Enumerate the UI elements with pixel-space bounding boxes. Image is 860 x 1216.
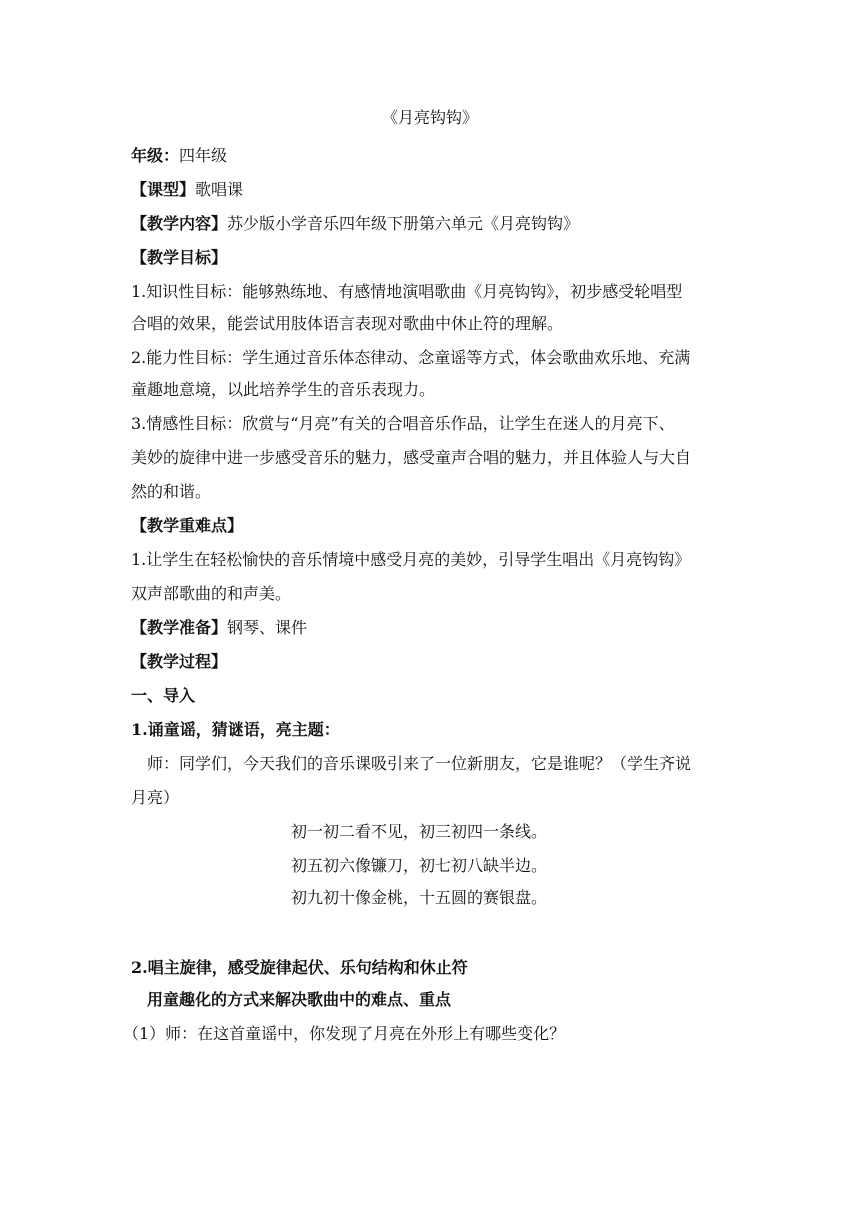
teacher1-line2: 月亮） [131,788,180,807]
step1-heading: 1.诵童谣，猜谜语，亮主题： [131,720,340,739]
key1-line1: 1.让学生在轻松愉快的音乐情境中感受月亮的美妙，引导学生唱出《月亮钩钩》 [131,550,691,569]
key1-line2: 双声部歌曲的和声美。 [131,584,292,603]
lesson-type-label: 【课型】 [131,180,196,199]
goals-heading: 【教学目标】 [131,248,228,267]
content-line [131,214,579,234]
poem-line-2: 初五初六像镰刀，初七初八缺半边。 [291,856,548,875]
question1: （1）师：在这首童谣中，你发现了月亮在外形上有哪些变化？ [123,1024,566,1043]
section1-heading: 一、导入 [131,686,196,705]
prep-value: 钢琴、课件 [227,618,308,637]
goal3-line2: 美妙的旋律中进一步感受音乐的魅力，感受童声合唱的魅力，并且体验人与大自 [131,448,692,467]
grade-label: 年级： [131,146,180,165]
grade-value: 四年级 [179,146,228,165]
lesson-type-value: 歌唱课 [195,180,244,199]
goal2-line1: 2.能力性目标：学生通过音乐体态律动、念童谣等方式，体会歌曲欢乐地、充满 [131,348,691,367]
goal1-line1: 1.知识性目标：能够熟练地、有感情地演唱歌曲《月亮钩钩》，初步感受轮唱型 [131,282,683,301]
process-heading: 【教学过程】 [131,652,228,671]
grade-line [131,146,227,166]
goal1-line2: 合唱的效果，能尝试用肢体语言表现对歌曲中休止符的理解。 [131,314,564,333]
content-value: 苏少版小学音乐四年级下册第六单元《月亮钩钩》 [227,214,580,233]
goal2-line2: 童趣地意境，以此培养学生的音乐表现力。 [131,380,436,399]
goal3-line1: 3.情感性目标：欣赏与“月亮”有关的合唱音乐作品，让学生在迷人的月亮下、 [131,414,675,433]
goal3-line3: 然的和谐。 [131,482,212,501]
poem-line-1: 初一初二看不见，初三初四一条线。 [291,822,548,841]
step2-subheading: 用童趣化的方式来解决歌曲中的难点、重点 [147,990,452,1009]
step2-heading: 2.唱主旋律，感受旋律起伏、乐句结构和休止符 [131,958,468,977]
content-label: 【教学内容】 [131,214,228,233]
teacher1-line1: 师：同学们，今天我们的音乐课吸引来了一位新朋友，它是谁呢？（学生齐说 [147,754,692,773]
poem-line-3: 初九初十像金桃，十五圆的赛银盘。 [291,888,548,907]
lesson-type-line [131,180,243,200]
doc-title: 《月亮钩钩》 [381,108,478,127]
key-heading: 【教学重难点】 [131,516,244,535]
prep-label: 【教学准备】 [131,618,228,637]
prep-line [131,618,307,638]
